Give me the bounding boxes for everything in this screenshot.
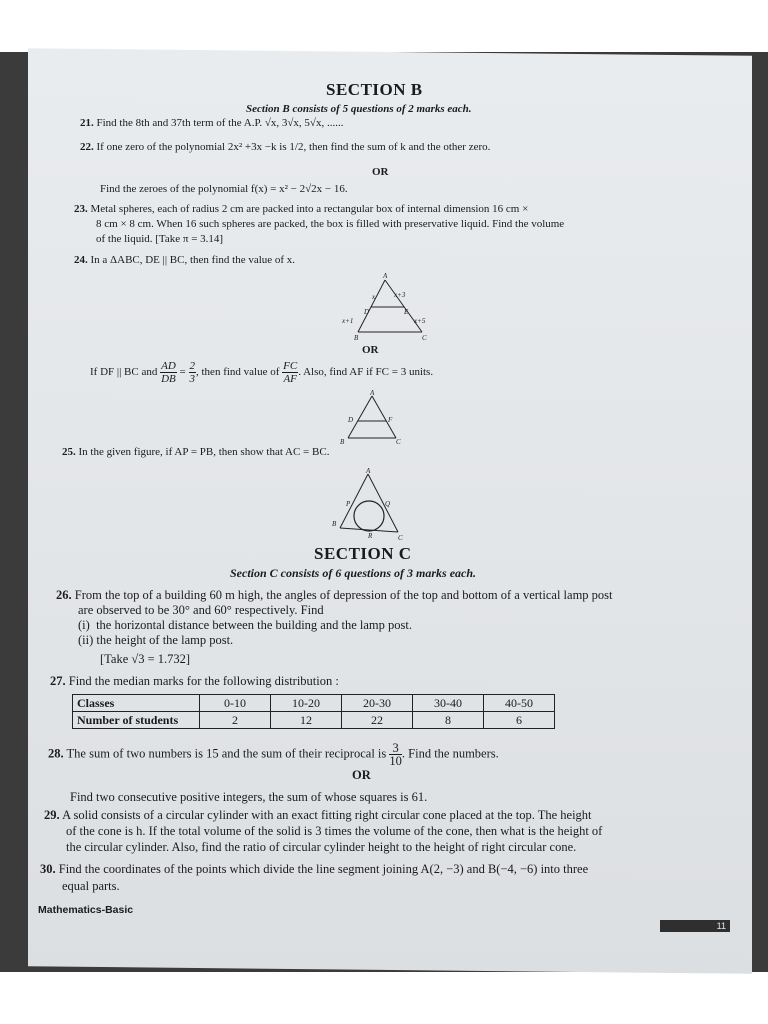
section-c-subtitle: Section C consists of 6 questions of 3 marks each. (230, 566, 477, 580)
section-c-title: SECTION C (314, 544, 412, 563)
label-x-plus-5: x+5 (414, 317, 426, 325)
table-row (73, 695, 555, 712)
triangle-figure-2 (334, 388, 414, 446)
table-cell: 12 (271, 712, 342, 729)
question-21: 21. Find the 8th and 37th term of the A.P. √x, 3√x, 5√x, ...... (80, 117, 344, 129)
table-cell: 8 (413, 712, 484, 729)
question-23-line3: of the liquid. [Take π = 3.14] (96, 233, 224, 245)
triangle-figure-1 (330, 270, 440, 342)
question-26-part-i: (i) the horizontal distance between the building and the lamp post. (78, 618, 412, 632)
table-row (73, 712, 555, 729)
question-25: 25. In the given figure, if AP = PB, then show that AC = BC. (62, 446, 330, 458)
question-26-line2: are observed to be 30° and 60° respectively. Find (78, 603, 324, 617)
or-label: OR (362, 344, 379, 356)
label-d: D (348, 416, 354, 424)
question-21-text: Find the 8th and 37th term of the A.P. √x, 3√x, 5√x, ...... (96, 117, 344, 129)
question-30: 30. Find the coordinates of the points which divide the line segment joining A(2, −3) and B(−4, −6) into three (40, 862, 589, 876)
table-cell: 30-40 (413, 695, 484, 712)
label-q: Q (385, 500, 391, 508)
fraction-3-10: $\frac{3}{10}$ (389, 741, 402, 768)
page-number: 11 (660, 920, 730, 932)
table-cell: 0-10 (200, 695, 271, 712)
label-c: C (398, 534, 403, 542)
fraction-fc-af: $\frac{FC}{AF}$ (283, 360, 298, 385)
or-label: OR (352, 768, 371, 782)
incircle (354, 501, 384, 531)
fraction-2-3: $\frac{2}{3}$ (189, 360, 195, 385)
table-cell: 2 (200, 712, 271, 729)
question-22-text: If one zero of the polynomial 2x² +3x −k is 1/2, then find the sum of k and the other zero. (96, 141, 491, 153)
question-26: 26. From the top of a building 60 m high, the angles of depression of the top and bottom of a vertical lamp post (56, 588, 613, 602)
question-22: 22. If one zero of the polynomial 2x² +3x −k is 1/2, then find the sum of k and the other zero. (80, 141, 491, 153)
table-header-classes: Classes (73, 695, 200, 712)
side-ab (358, 280, 385, 332)
question-27: 27. Find the median marks for the following distribution : (50, 674, 339, 688)
question-29: 29. A solid consists of a circular cylinder with an exact fitting right circular cone placed at the top. The height (44, 808, 592, 822)
table-header-students: Number of students (73, 712, 200, 729)
label-b: B (340, 438, 345, 446)
label-f: F (388, 416, 393, 424)
table-cell: 40-50 (484, 695, 555, 712)
question-24: 24. In a ΔABC, DE || BC, then find the value of x. (74, 254, 296, 266)
question-29-line2: of the cone is h. If the total volume of the solid is 3 times the volume of the cone, then what is the height of (66, 824, 603, 838)
label-x-plus-1: x+1 (342, 317, 354, 325)
label-d: D (364, 308, 370, 316)
question-28-alt: Find two consecutive positive integers, the sum of whose squares is 61. (70, 790, 428, 804)
table-cell: 20-30 (342, 695, 413, 712)
label-a: A (383, 272, 388, 280)
label-c: C (422, 334, 427, 342)
label-r: R (368, 532, 373, 540)
question-22-alt: Find the zeroes of the polynomial f(x) = x² − 2√2x − 16. (100, 183, 348, 195)
question-30-line2: equal parts. (62, 879, 120, 893)
table-cell: 10-20 (271, 695, 342, 712)
footer-subject: Mathematics-Basic (38, 904, 134, 916)
question-26-part-ii: (ii) the height of the lamp post. (78, 633, 234, 647)
question-23: 23. Metal spheres, each of radius 2 cm are packed into a rectangular box of internal dimension 16 cm × (74, 203, 529, 215)
label-p: P (346, 500, 351, 508)
label-c: C (396, 438, 401, 446)
label-b: B (354, 334, 359, 342)
label-e: E (404, 308, 409, 316)
label-a: A (366, 467, 371, 475)
label-b: B (332, 520, 337, 528)
section-b-subtitle: Section B consists of 5 questions of 2 marks each. (246, 103, 472, 115)
or-label: OR (372, 166, 389, 178)
label-a: A (370, 389, 375, 397)
section-b-title: SECTION B (326, 80, 423, 99)
triangle-circle-figure (326, 466, 416, 544)
question-24-alt: If DF || BC and $\frac{AD}{DB}$ = $\frac{2}{3}$ , then find value of $\frac{FC}{AF}$ . Also, find AF if FC = 3 units. (90, 360, 434, 385)
fraction-ad-db: $\frac{AD}{DB}$ (161, 360, 176, 385)
table-cell: 22 (342, 712, 413, 729)
question-23-line2: 8 cm × 8 cm. When 16 such spheres are packed, the box is filled with preservative liquid. Find the volume (96, 218, 565, 230)
side-ac (372, 396, 396, 438)
label-x-plus-3: x+3 (394, 291, 406, 299)
question-28: 28. The sum of two numbers is 15 and the sum of their reciprocal is $\frac{3}{10}$ . Find the numbers. (48, 741, 499, 768)
question-26-take: [Take √3 = 1.732] (100, 652, 191, 666)
label-x: x (372, 293, 376, 301)
question-29-line3: the circular cylinder. Also, find the ratio of circular cylinder height to the height of right circular cone. (66, 840, 577, 854)
distribution-table (72, 694, 555, 729)
side-ac (368, 474, 398, 532)
table-cell: 6 (484, 712, 555, 729)
